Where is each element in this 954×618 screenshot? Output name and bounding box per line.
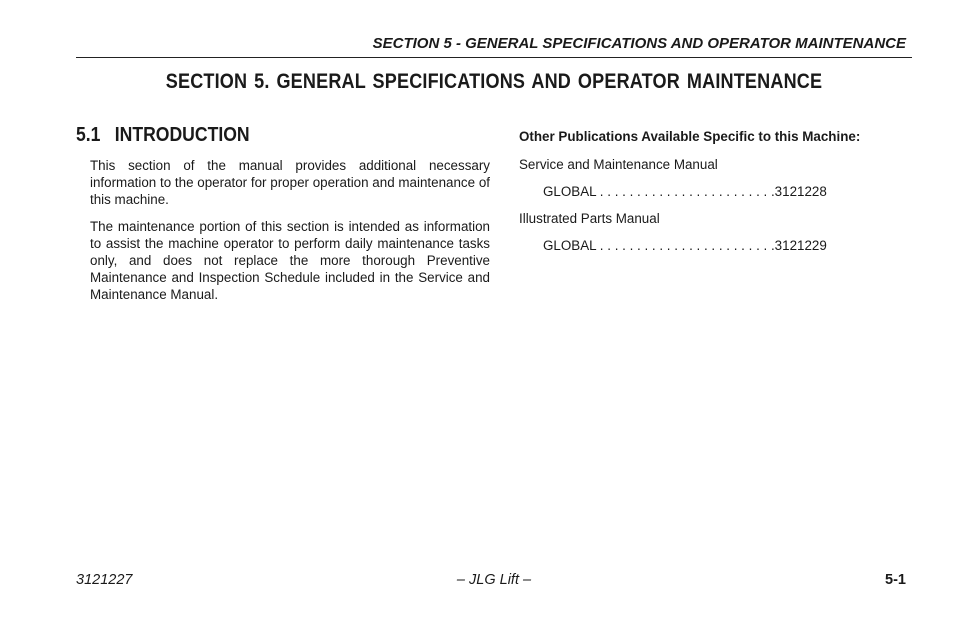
footer-brand: – JLG Lift – [456,572,532,588]
running-header [76,34,912,58]
page-footer [76,570,912,590]
publications-column [519,128,899,264]
footer-page-number: 5-1 [885,572,906,588]
publications-heading: Other Publications Available Specific to this Machine: [519,129,861,144]
introduction-heading [76,124,440,147]
publication-title-service: Service and Maintenance Manual [519,157,718,172]
introduction-number: 5.1 [76,124,101,146]
running-header-title: SECTION 5 - GENERAL SPECIFICATIONS AND OPERATOR MAINTENANCE [372,35,906,52]
introduction-title: INTRODUCTION [114,124,250,146]
section-title: SECTION 5. GENERAL SPECIFICATIONS AND OPERATOR MAINTENANCE [165,70,823,93]
introduction-paragraph-2: The maintenance portion of this section is intended as information to assist the machine operator to perform daily maintenance tasks only, and does not replace the more thorough Preventive Maintenance and Inspection Schedule included in the Service and Maintenance Manual. [90,219,490,302]
publication-entry-parts: GLOBAL . . . . . . . . . . . . . . . . . . . . . . . .3121229 [543,238,827,253]
footer-doc-number: 3121227 [76,572,133,588]
introduction-paragraph-1: This section of the manual provides additional necessary information to the operator for proper operation and maintenance of this machine. [90,158,490,207]
introduction-column [76,124,490,313]
publication-title-parts: Illustrated Parts Manual [519,211,660,226]
publication-entry-service: GLOBAL . . . . . . . . . . . . . . . . . . . . . . . .3121228 [543,184,827,199]
